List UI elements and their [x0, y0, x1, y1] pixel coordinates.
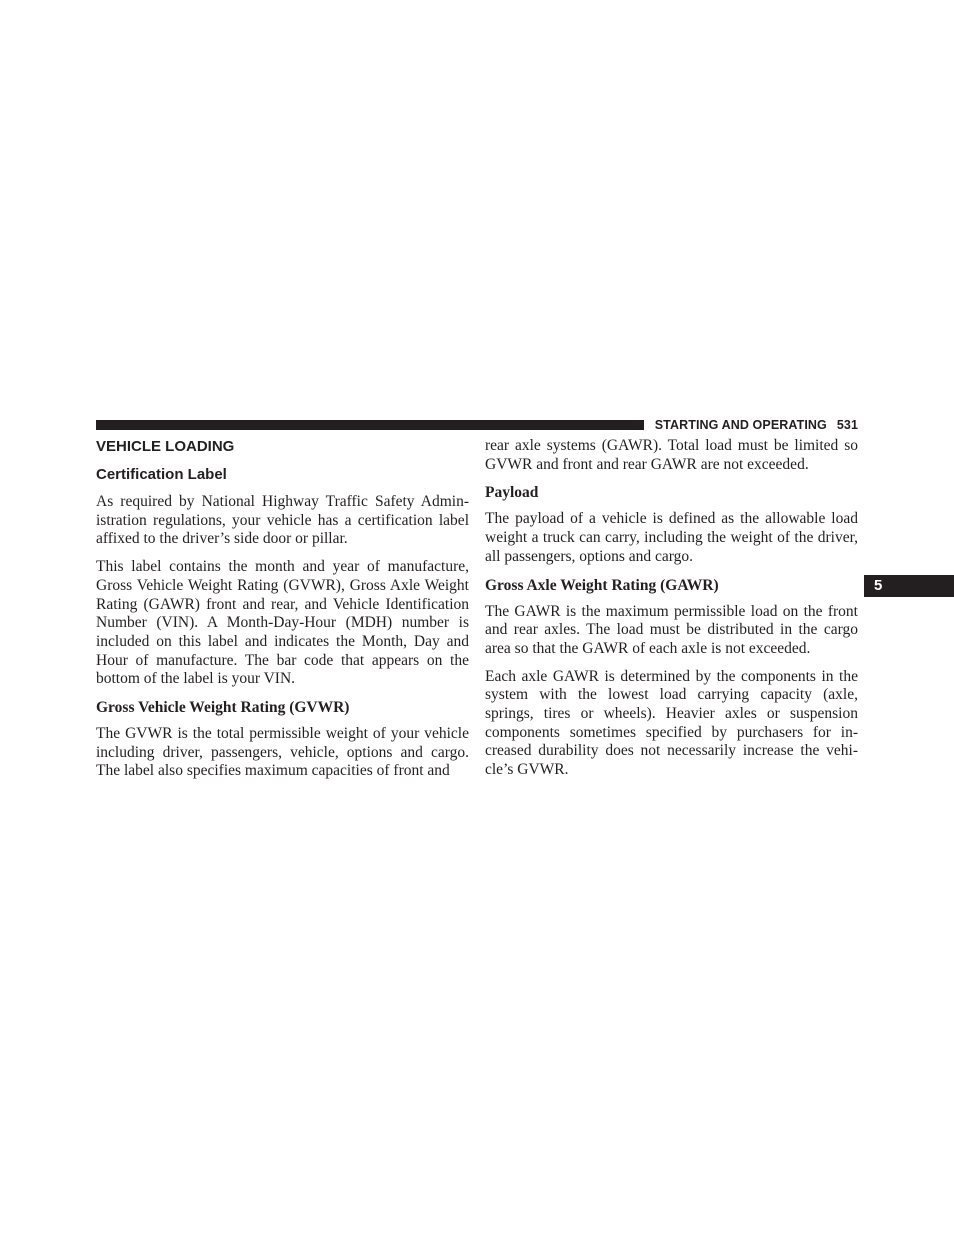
- paragraph: The GVWR is the total permissible weight of your vehicle including driver, passengers, vehicle, options and cargo. The label also specifies maximum capacities of front and: [96, 725, 469, 780]
- chapter-tab: 5: [864, 575, 954, 597]
- paragraph: As required by National Highway Traffic Safety Administration regulations, your vehicle has a certification label affixed to the driver’s side door or pillar.: [96, 493, 469, 548]
- running-header: [655, 417, 858, 433]
- section-title: STARTING AND OPERATING: [654, 418, 827, 432]
- paragraph: The GAWR is the maximum permissible load on the front and rear axles. The load must be distributed in the cargo area so that the GAWR of each axle is not exceeded.: [485, 602, 858, 657]
- paragraph: rear axle systems (GAWR). Total load must be limited so GVWR and front and rear GAWR are not exceeded.: [485, 437, 858, 473]
- header-rule: [96, 420, 644, 430]
- section-heading: VEHICLE LOADING: [96, 438, 235, 455]
- page-number: 531: [836, 418, 858, 432]
- right-column: [485, 437, 858, 789]
- left-column: [96, 437, 469, 790]
- paragraph: This label contains the month and year of manufacture, Gross Vehicle Weight Rating (GVWR), Gross Axle Weight Rating (GAWR) front and rear, and Vehicle Identification Number (VIN). A Month-Day-Hour (MDH) number is included on this label and indicates the Month, Day and Hour of manufacture. The bar code that appears on the bottom of the label is your VIN.: [96, 558, 469, 688]
- paragraph: The payload of a vehicle is defined as the allowable load weight a truck can carry, including the weight of the driver, all passengers, options and cargo.: [485, 510, 858, 565]
- certification-label-heading: Certification Label: [96, 466, 227, 483]
- paragraph: Each axle GAWR is determined by the components in the system with the lowest load carrying capacity (axle, springs, tires or wheels). Heavier axles or suspension components sometimes specified by purchasers for increased durability does not necessarily increase the vehicle’s GVWR.: [485, 667, 858, 779]
- gawr-heading: Gross Axle Weight Rating (GAWR): [485, 576, 719, 594]
- payload-heading: Payload: [485, 484, 539, 502]
- gvwr-heading: Gross Vehicle Weight Rating (GVWR): [96, 699, 350, 717]
